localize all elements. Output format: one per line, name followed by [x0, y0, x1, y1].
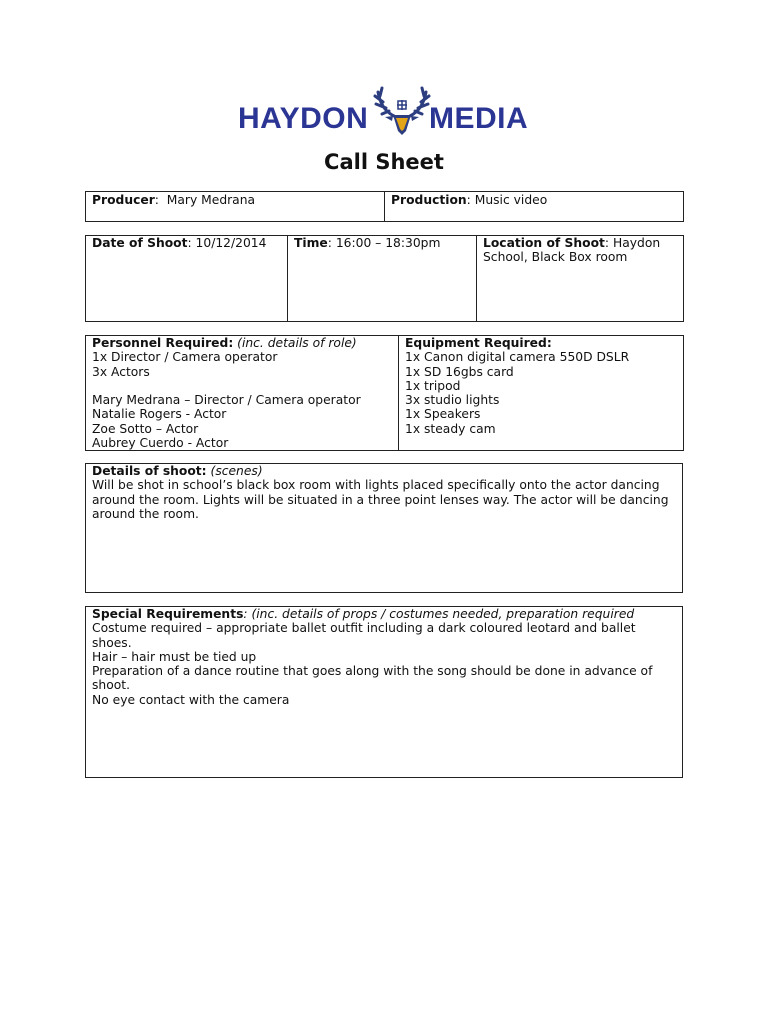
- special-paragraph: Preparation of a dance routine that goes along with the song should be done in advance of shoot.: [92, 664, 653, 693]
- logo-word-haydon: HAYDON: [238, 102, 369, 135]
- personnel-line: Mary Medrana – Director / Camera operator: [92, 393, 361, 408]
- personnel-note: (inc. details of role): [233, 336, 357, 350]
- equipment-line: 1x Speakers: [405, 407, 481, 422]
- details-of-shoot-table: [85, 463, 683, 593]
- special-paragraph: No eye contact with the camera: [92, 692, 290, 707]
- personnel-line: 1x Director / Camera operator: [92, 350, 278, 365]
- special-note: : (inc. details of props / costumes needed, preparation required: [243, 607, 635, 621]
- equipment-line: 3x studio lights: [405, 393, 500, 408]
- equipment-line: 1x tripod: [405, 378, 461, 393]
- equipment-line: 1x SD 16gbs card: [405, 364, 514, 379]
- production-value: Music video: [470, 193, 548, 207]
- equipment-line: 1x Canon digital camera 550D DSLR: [405, 350, 630, 365]
- time-cell: Time: 16:00 – 18:30pm: [288, 236, 477, 322]
- time-value: 16:00 – 18:30pm: [331, 236, 441, 250]
- location-cell: Location of Shoot: Haydon School, Black Box room: [477, 236, 684, 322]
- personnel-line: [92, 379, 392, 393]
- special-paragraph: Costume required – appropriate ballet outfit including a dark coloured leotard and ballet shoes.: [92, 621, 636, 650]
- production-label: Production: [391, 193, 467, 207]
- page-title: Call Sheet: [324, 150, 444, 174]
- producer-production-table: [85, 191, 684, 222]
- producer-value: Mary Medrana: [158, 193, 256, 207]
- personnel-line: Aubrey Cuerdo - Actor: [92, 436, 229, 451]
- special-cell: [86, 607, 683, 778]
- producer-cell: Producer: Mary Medrana: [86, 192, 385, 222]
- haydon-media-logo: [0, 82, 768, 142]
- details-text: Will be shot in school’s black box room with lights placed specifically onto the actor dancing around the room. Lights will be situated in a three point lenses way. The actor will be dancing around the room.: [92, 478, 669, 521]
- date-time-location-table: [85, 235, 684, 322]
- special-label: Special Requirements: [92, 607, 244, 621]
- logo-word-media: MEDIA: [429, 102, 529, 135]
- equipment-label: Equipment Required:: [405, 336, 552, 350]
- personnel-equipment-table: [85, 335, 684, 451]
- personnel-line: 3x Actors: [92, 364, 150, 379]
- location-label: Location of Shoot: [483, 236, 605, 250]
- personnel-cell: [86, 336, 399, 451]
- date-value: 10/12/2014: [191, 236, 267, 250]
- producer-label: Producer: [92, 193, 155, 207]
- details-label: Details of shoot:: [92, 464, 207, 478]
- details-note: (scenes): [206, 464, 263, 478]
- special-requirements-table: [85, 606, 683, 778]
- date-label: Date of Shoot: [92, 236, 188, 250]
- special-paragraph: Hair – hair must be tied up: [92, 649, 257, 664]
- personnel-label: Personnel Required:: [92, 336, 234, 350]
- equipment-line: 1x steady cam: [405, 421, 496, 436]
- details-cell: [86, 464, 683, 593]
- time-label: Time: [294, 236, 328, 250]
- production-cell: Production: Music video: [385, 192, 684, 222]
- equipment-cell: [399, 336, 684, 451]
- date-cell: Date of Shoot: 10/12/2014: [86, 236, 288, 322]
- personnel-line: Zoe Sotto – Actor: [92, 421, 199, 436]
- stag-head-icon: [372, 86, 432, 136]
- location-value: Haydon School, Black Box room: [483, 236, 661, 265]
- personnel-line: Natalie Rogers - Actor: [92, 407, 227, 422]
